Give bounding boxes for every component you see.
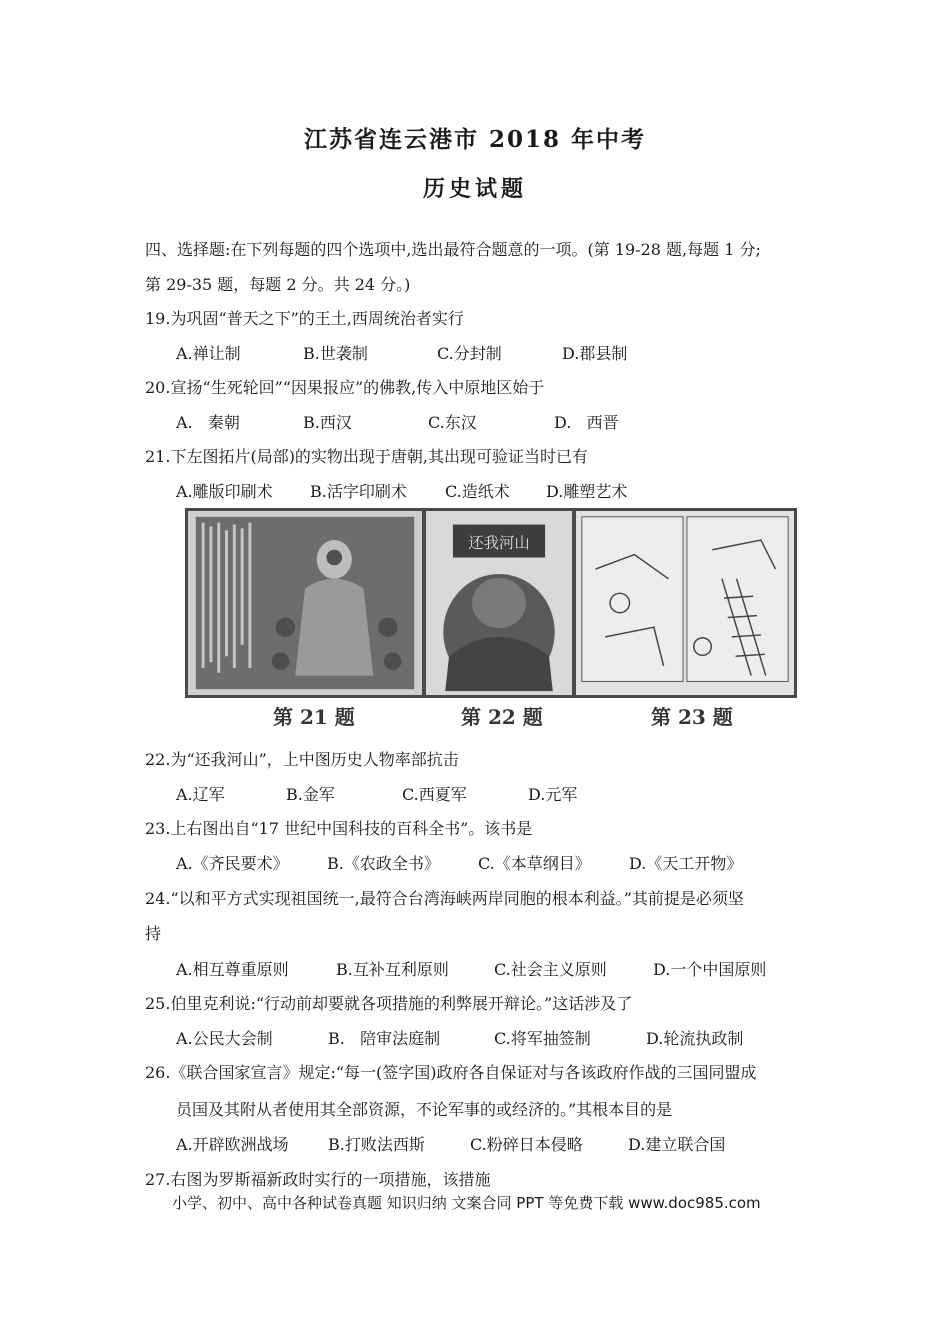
option-b: B.世袭制 [303,344,368,363]
option-d: D.雕塑艺术 [546,482,628,501]
question-26-stem-cont: 员国及其附从者使用其全部资源，不论军事的或经济的。”其根本目的是 [176,1100,673,1119]
option-c: C.东汉 [428,413,477,432]
question-23-stem: 23.上右图出自“17 世纪中国科技的百科全书”。该书是 [145,819,533,838]
option-b: B.《农政全书》 [327,854,440,873]
option-c: C.造纸术 [445,482,510,501]
section-instructions-line2: 第 29-35 题，每题 2 分。共 24 分。) [145,275,411,294]
option-d: D.《天工开物》 [629,854,743,873]
question-27-stem: 27.右图为罗斯福新政时实行的一项措施，该措施 [145,1170,491,1189]
banner-text: 还我河山 [468,533,530,552]
option-a: A.辽军 [176,785,225,804]
question-25-stem: 25.伯里克利说:“行动前却要就各项措施的利弊展开辩论。”这话涉及了 [145,994,633,1013]
footer-download-note: 小学、初中、高中各种试卷真题 知识归纳 文案合同 PPT 等免费下载 www.doc985.com [172,1194,761,1212]
yuefei-image-q22 [423,508,575,698]
option-a: A.相互尊重原则 [176,960,289,979]
question-22-options [176,782,816,806]
question-21-options [176,479,816,503]
option-d: D. 西晋 [554,413,619,432]
question-figure [185,508,797,730]
option-c: C.分封制 [437,344,502,363]
question-26-stem: 26.《联合国家宣言》规定:“每一(签字国)政府各自保证对与各该政府作战的三国同盟成 [145,1063,757,1082]
option-c: C.《本草纲目》 [478,854,591,873]
option-c: C.社会主义原则 [494,960,607,979]
option-d: D.元军 [528,785,578,804]
exam-subtitle: 历史试题 [422,176,527,202]
option-a: A. 秦朝 [176,413,240,432]
caption-q23: 第 23 题 [651,705,733,729]
option-b: B.活字印刷术 [310,482,407,501]
question-26-options [176,1132,816,1156]
option-b: B.打败法西斯 [328,1135,425,1154]
question-20-stem: 20.宣扬“生死轮回”“因果报应”的佛教,传入中原地区始于 [145,378,545,397]
caption-q22: 第 22 题 [461,705,543,729]
question-20-options [176,410,816,434]
question-25-options [176,1026,816,1050]
option-a: A.禅让制 [176,344,241,363]
option-c: C.将军抽签制 [494,1029,591,1048]
question-23-options [176,851,816,875]
option-d: D.一个中国原则 [653,960,767,979]
section-instructions-line1: 四、选择题:在下列每题的四个选项中,选出最符合题意的一项。(第 19-28 题,每题 1 分; [145,240,761,259]
option-a: A.《齐民要术》 [176,854,289,873]
option-b: B.金军 [286,785,335,804]
tiangong-image-q23 [573,508,797,698]
option-c: C.粉碎日本侵略 [470,1135,583,1154]
option-a: A.公民大会制 [176,1029,273,1048]
option-a: A.开辟欧洲战场 [176,1135,289,1154]
option-d: D.郡县制 [562,344,628,363]
option-c: C.西夏军 [402,785,467,804]
question-24-stem-cont: 持 [145,924,162,943]
option-b: B.西汉 [303,413,352,432]
option-b: B.互补互利原则 [336,960,449,979]
question-22-stem: 22.为“还我河山”，上中图历史人物率部抗击 [145,750,459,769]
option-a: A.雕版印刷术 [176,482,273,501]
option-d: D.轮流执政制 [646,1029,744,1048]
question-19-options [176,341,816,365]
option-b: B. 陪审法庭制 [328,1029,441,1048]
rubbing-image-q21 [185,508,425,698]
caption-q21: 第 21 题 [273,705,355,729]
question-24-options [176,957,816,981]
option-d: D.建立联合国 [628,1135,726,1154]
question-19-stem: 19.为巩固“普天之下”的王土,西周统治者实行 [145,309,464,328]
question-24-stem: 24.“以和平方式实现祖国统一,最符合台湾海峡两岸同胞的根本利益。”其前提是必须坚 [145,889,744,908]
question-21-stem: 21.下左图拓片(局部)的实物出现于唐朝,其出现可验证当时已有 [145,447,589,466]
exam-title: 江苏省连云港市 2018 年中考 [303,126,647,153]
